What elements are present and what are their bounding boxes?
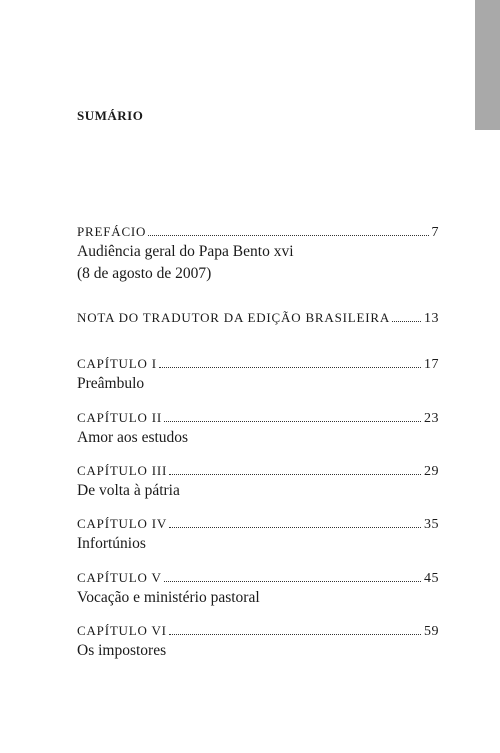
toc-subtitle: (8 de agosto de 2007) bbox=[77, 265, 212, 282]
page-number: 23 bbox=[424, 411, 439, 426]
toc-entry-capitulo-1[interactable] bbox=[77, 356, 439, 394]
toc-heading: CAPÍTULO II bbox=[77, 410, 162, 425]
toc-entry-capitulo-6[interactable] bbox=[77, 623, 439, 661]
toc-subtitle: Preâmbulo bbox=[77, 375, 145, 392]
dot-leader bbox=[164, 421, 421, 422]
toc-heading-line bbox=[77, 516, 439, 532]
toc-heading-line bbox=[77, 410, 439, 426]
dot-leader bbox=[169, 527, 421, 528]
toc-heading: CAPÍTULO VI bbox=[77, 623, 167, 638]
page-title: SUMÁRIO bbox=[77, 108, 144, 123]
dot-leader bbox=[169, 634, 421, 635]
dot-leader bbox=[169, 474, 421, 475]
dot-leader bbox=[159, 367, 421, 368]
dot-leader bbox=[148, 235, 428, 236]
toc-heading: CAPÍTULO I bbox=[77, 356, 157, 371]
toc-subtitle: Amor aos estudos bbox=[77, 429, 189, 446]
toc-subtitle: Infortúnios bbox=[77, 535, 146, 552]
page-edge-tab bbox=[475, 0, 500, 130]
toc-entry-capitulo-2[interactable] bbox=[77, 410, 439, 448]
page-number: 13 bbox=[424, 311, 439, 326]
toc-heading-line bbox=[77, 570, 439, 586]
toc-entry-capitulo-3[interactable] bbox=[77, 463, 439, 501]
page-number: 7 bbox=[431, 225, 439, 240]
page-number: 29 bbox=[424, 464, 439, 479]
page-number: 35 bbox=[424, 517, 439, 532]
toc-subtitle: Audiência geral do Papa Bento xvi bbox=[77, 243, 294, 260]
toc-heading-line bbox=[77, 224, 439, 240]
toc-heading: CAPÍTULO V bbox=[77, 570, 162, 585]
toc-heading: CAPÍTULO IV bbox=[77, 516, 168, 531]
page-number: 17 bbox=[424, 357, 439, 372]
page-number: 45 bbox=[424, 571, 439, 586]
toc-subtitle: Os impostores bbox=[77, 642, 167, 659]
toc-subtitle: Vocação e ministério pastoral bbox=[77, 589, 260, 606]
toc-heading-line bbox=[77, 463, 439, 479]
dot-leader bbox=[392, 321, 421, 322]
toc-entry-capitulo-4[interactable] bbox=[77, 516, 439, 554]
dot-leader bbox=[164, 581, 421, 582]
toc-heading-line bbox=[77, 623, 439, 639]
toc-entry-prefacio[interactable] bbox=[77, 224, 439, 284]
toc-heading-line bbox=[77, 356, 439, 372]
toc-heading: NOTA DO TRADUTOR DA EDIÇÃO BRASILEIRA bbox=[77, 310, 391, 325]
toc-entry-capitulo-5[interactable] bbox=[77, 570, 439, 608]
toc-subtitle: De volta à pátria bbox=[77, 482, 180, 499]
toc-heading: PREFÁCIO bbox=[77, 224, 147, 239]
toc-heading-line bbox=[77, 310, 439, 326]
page-number: 59 bbox=[424, 624, 439, 639]
toc-entry-nota-do-tradutor[interactable] bbox=[77, 310, 439, 326]
toc-heading: CAPÍTULO III bbox=[77, 463, 168, 478]
